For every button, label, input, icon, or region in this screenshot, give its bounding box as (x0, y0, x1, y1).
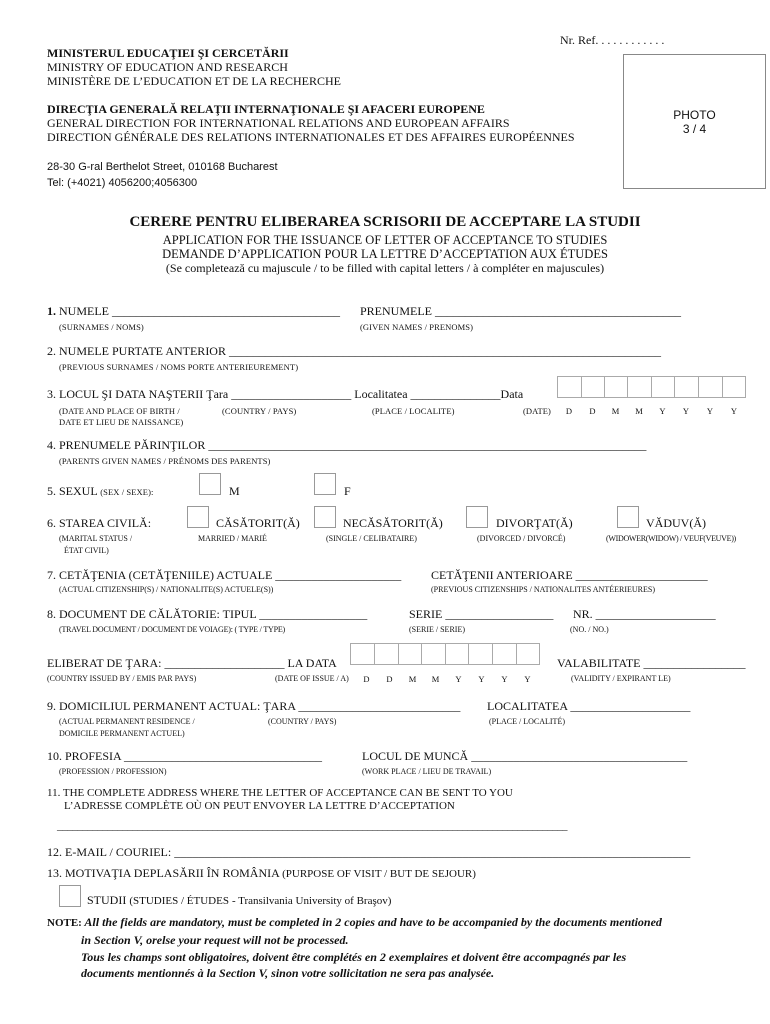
issue-date-cell[interactable] (516, 643, 540, 665)
field-7-previous-citizenship[interactable]: CETĂŢENII ANTERIOARE ______________________ (431, 568, 708, 582)
single-checkbox[interactable] (314, 506, 336, 528)
field-3-sub-birth: (DATE AND PLACE OF BIRTH / (59, 406, 180, 416)
field-5-sex (47, 484, 153, 499)
field-9-sub-place: (PLACE / LOCALITÉ) (489, 717, 565, 726)
field-10-work-place[interactable]: LOCUL DE MUNCĂ ____________________________________ (362, 749, 688, 763)
note-fr-line2: documents mentionnés à la Section V, sinon votre sollicitation ne sera pas analysée. (81, 966, 495, 980)
field-9-sub-country: (COUNTRY / PAYS) (268, 717, 337, 726)
married-checkbox[interactable] (187, 506, 209, 528)
direction-fr: DIRECTION GÉNÉRALE DES RELATIONS INTERNATIONALES ET DES AFFAIRES EUROPÉENNES (47, 130, 575, 144)
date-format-letter: D (386, 674, 393, 684)
field-8-issued-by[interactable]: ELIBERAT DE ŢARA: ____________________ LA DATA (47, 656, 337, 670)
field-1-given-names[interactable]: PRENUMELE _________________________________________ (360, 304, 681, 318)
birth-date-cell[interactable] (581, 376, 604, 398)
field-3-sub-place: (PLACE / LOCALITE) (372, 406, 455, 416)
form-hint: (Se completează cu majuscule / to be filled with capital letters / à compléter en majuscules) (165, 261, 605, 275)
date-format-letter: Y (524, 674, 531, 684)
reference-number: Nr. Ref. . . . . . . . . . . . (560, 33, 665, 47)
note-en-text: All the fields are mandatory, must be completed in 2 copies and have to be accompanied by the documents mentioned (84, 915, 662, 929)
issue-date-cell[interactable] (445, 643, 468, 665)
issue-date-cells[interactable] (350, 643, 540, 665)
divorced-sub: (DIVORCED / DIVORCÉ) (477, 534, 566, 543)
birth-date-format (557, 406, 746, 416)
note-prefix: NOTE: (47, 917, 82, 929)
ministry-ro: MINISTERUL EDUCAŢIEI ŞI CERCETĂRII (47, 46, 289, 60)
field-8-sub-serie: (SERIE / SERIE) (409, 625, 465, 634)
photo-label: PHOTO (673, 107, 716, 122)
field-1-sub-surnames: (SURNAMES / NOMS) (59, 322, 144, 332)
note-en-line1 (47, 914, 662, 931)
note-fr-line1: Tous les champs sont obligatoires, doivent être complétés en 2 exemplaires et doivent être accompagnés par les (81, 950, 627, 964)
field-1-label: NUMELE ______________________________________ (59, 304, 340, 318)
address: 28-30 G-ral Berthelot Street, 010168 Bucharest (47, 161, 278, 173)
sex-f-label: F (344, 484, 351, 498)
studies-university: - Transilvania University of Braşov) (231, 895, 392, 907)
date-format-letter: Y (706, 406, 714, 416)
date-format-letter: M (408, 674, 417, 684)
sex-m-checkbox[interactable] (199, 473, 221, 495)
form-title: CERERE PENTRU ELIBERAREA SCRISORII DE ACCEPTARE LA STUDII (129, 214, 641, 230)
field-10-profession[interactable]: 10. PROFESIA _________________________________ (47, 749, 323, 763)
field-5-sub: (SEX / SEXE): (100, 487, 154, 497)
date-format-letter: D (565, 406, 573, 416)
birth-date-cell[interactable] (651, 376, 674, 398)
issue-date-cell[interactable] (398, 643, 421, 665)
field-6-civil-status: 6. STAREA CIVILĂ: (47, 516, 152, 530)
field-13-purpose (47, 866, 476, 881)
field-12-email[interactable]: 12. E-MAIL / COURIEL: ______________________________________________________________________________________ (47, 845, 691, 859)
widowed-sub: (WIDOWER(WIDOW) / VEUF(VEUVE)) (606, 534, 736, 543)
field-8-travel-document[interactable]: 8. DOCUMENT DE CĂLĂTORIE: TIPUL __________________ (47, 607, 368, 621)
divorced-checkbox[interactable] (466, 506, 488, 528)
field-3-sub-birth-fr: DATE ET LIEU DE NAISSANCE) (59, 417, 184, 427)
field-8-serie[interactable]: SERIE __________________ (409, 607, 554, 621)
field-11-address-fr: L’ADRESSE COMPLÈTE OÙ ON PEUT ENVOYER LA LETTRE D’ACCEPTATION (64, 800, 455, 812)
telephone: Tel: (+4021) 4056200;4056300 (47, 177, 198, 189)
date-format-letter: Y (659, 406, 666, 416)
field-8-number[interactable]: NR. ____________________ (573, 607, 716, 621)
date-format-letter: Y (478, 674, 485, 684)
field-6-sub: (MARITAL STATUS / (59, 534, 133, 543)
birth-date-cells[interactable] (557, 376, 746, 398)
studies-label: STUDII (87, 893, 127, 907)
field-13-sub: (PURPOSE OF VISIT / BUT DE SEJOUR) (282, 868, 476, 880)
field-8-sub-issue-date: (DATE OF ISSUE / A) (275, 674, 349, 683)
sex-f-checkbox[interactable] (314, 473, 336, 495)
date-format-letter: D (363, 674, 370, 684)
studies-sub: (STUDIES / ÉTUDES (129, 895, 229, 907)
field-1-surnames[interactable] (47, 304, 340, 319)
date-format-letter: M (611, 406, 620, 416)
note-en-line2: in Section V, orelse your request will not be processed. (81, 933, 349, 947)
ministry-fr: MINISTÈRE DE L’EDUCATION ET DE LA RECHERCHE (47, 74, 341, 88)
date-format-letter: Y (455, 674, 462, 684)
field-3-sub-date: (DATE) (523, 406, 551, 416)
issue-date-cell[interactable] (492, 643, 516, 665)
field-4-sub: (PARENTS GIVEN NAMES / PRÉNOMS DES PARENTS) (59, 456, 271, 466)
field-3-birth[interactable]: 3. LOCUL ŞI DATA NAŞTERII Ţara ____________________ Localitatea _______________Data (47, 387, 524, 401)
birth-date-cell[interactable] (698, 376, 722, 398)
issue-date-cell[interactable] (374, 643, 398, 665)
form-title-en: APPLICATION FOR THE ISSUANCE OF LETTER OF ACCEPTANCE TO STUDIES (162, 233, 608, 247)
field-5-label: 5. SEXUL (47, 484, 98, 498)
studies-option (87, 893, 391, 908)
date-format-letter: Y (501, 674, 508, 684)
married-sub: MARRIED / MARIÉ (198, 534, 267, 543)
field-8-sub-country: (COUNTRY ISSUED BY / EMIS PAR PAYS) (47, 674, 197, 683)
widowed-label: VĂDUV(Ă) (646, 516, 706, 530)
widowed-checkbox[interactable] (617, 506, 639, 528)
field-7-sub-previous: (PREVIOUS CITIZENSHIPS / NATIONALITES ANTÉERIEURES) (431, 585, 655, 594)
direction-en: GENERAL DIRECTION FOR INTERNATIONAL RELATIONS AND EUROPEAN AFFAIRS (47, 116, 510, 130)
birth-date-cell[interactable] (674, 376, 698, 398)
field-11-address: 11. THE COMPLETE ADDRESS WHERE THE LETTER OF ACCEPTANCE CAN BE SENT TO YOU (47, 787, 513, 799)
field-8-sub-number: (NO. / NO.) (570, 625, 609, 634)
studies-checkbox[interactable] (59, 885, 81, 907)
field-1-number: 1. (47, 304, 56, 318)
issue-date-cell[interactable] (468, 643, 492, 665)
issue-date-format (355, 674, 539, 684)
field-13-label: 13. MOTIVAŢIA DEPLASĂRII ÎN ROMÂNIA (47, 866, 280, 880)
date-format-letter: D (589, 406, 596, 416)
field-9-residence[interactable]: 9. DOMICILIUL PERMANENT ACTUAL: ŢARA ___________________________ (47, 699, 461, 713)
birth-date-cell[interactable] (557, 376, 581, 398)
direction-ro: DIRECŢIA GENERALĂ RELAŢII INTERNAŢIONALE ŞI AFACERI EUROPENE (47, 102, 485, 116)
field-1-sub-given: (GIVEN NAMES / PRENOMS) (360, 322, 474, 332)
issue-date-cell[interactable] (421, 643, 445, 665)
field-10-sub-work-place: (WORK PLACE / LIEU DE TRAVAIL) (362, 767, 492, 776)
field-9-sub-fr: DOMICILE PERMANENT ACTUEL) (59, 729, 185, 738)
ministry-en: MINISTRY OF EDUCATION AND RESEARCH (47, 60, 288, 74)
photo-box[interactable] (623, 54, 766, 189)
field-6-sub-fr: ÉTAT CIVIL) (64, 546, 109, 555)
married-label: CĂSĂTORIT(Ă) (216, 516, 300, 530)
divorced-label: DIVORŢAT(Ă) (496, 516, 573, 530)
field-8-validity[interactable]: VALABILITATE _________________ (557, 656, 746, 670)
field-4-parents[interactable]: 4. PRENUMELE PĂRINŢILOR _________________________________________________________________________ (47, 438, 647, 452)
field-3-sub-country: (COUNTRY / PAYS) (222, 406, 297, 416)
birth-date-cell[interactable] (722, 376, 746, 398)
field-8-sub-validity: (VALIDITY / EXPIRANT LE) (571, 674, 671, 683)
single-label: NECĂSĂTORIT(Ă) (343, 516, 443, 530)
field-2-sub: (PREVIOUS SURNAMES / NOMS PORTE ANTERIEUREMENT) (59, 362, 299, 372)
date-format-letter: Y (682, 406, 690, 416)
field-8-sub-type: (TRAVEL DOCUMENT / DOCUMENT DE VOIAGE): ( TYPE / TYPE) (59, 625, 286, 634)
photo-size: 3 / 4 (682, 121, 707, 136)
field-7-citizenship[interactable]: 7. CETĂŢENIA (CETĂŢENIILE) ACTUALE _____________________ (47, 568, 402, 582)
sex-m-label: M (229, 484, 240, 498)
field-9-locality[interactable]: LOCALITATEA ____________________ (487, 699, 691, 713)
form-title-fr: DEMANDE D’APPLICATION POUR LA LETTRE D’ACCEPTATION AUX ÉTUDES (162, 247, 608, 261)
field-9-sub: (ACTUAL PERMANENT RESIDENCE / (59, 717, 195, 726)
field-2-previous-surnames[interactable]: 2. NUMELE PURTATE ANTERIOR ________________________________________________________________________ (47, 344, 661, 358)
birth-date-cell[interactable] (627, 376, 651, 398)
birth-date-cell[interactable] (604, 376, 627, 398)
date-format-letter: M (431, 674, 440, 684)
date-format-letter: M (635, 406, 643, 416)
single-sub: (SINGLE / CELIBATAIRE) (326, 534, 417, 543)
field-10-sub-profession: (PROFESSION / PROFESSION) (59, 767, 167, 776)
field-11-line[interactable]: ______________________________________________________________________________________________________ (57, 820, 567, 832)
field-7-sub-actual: (ACTUAL CITIZENSHIP(S) / NATIONALITE(S) ACTUELE(S)) (59, 585, 274, 594)
issue-date-cell[interactable] (350, 643, 374, 665)
date-format-letter: Y (730, 406, 738, 416)
